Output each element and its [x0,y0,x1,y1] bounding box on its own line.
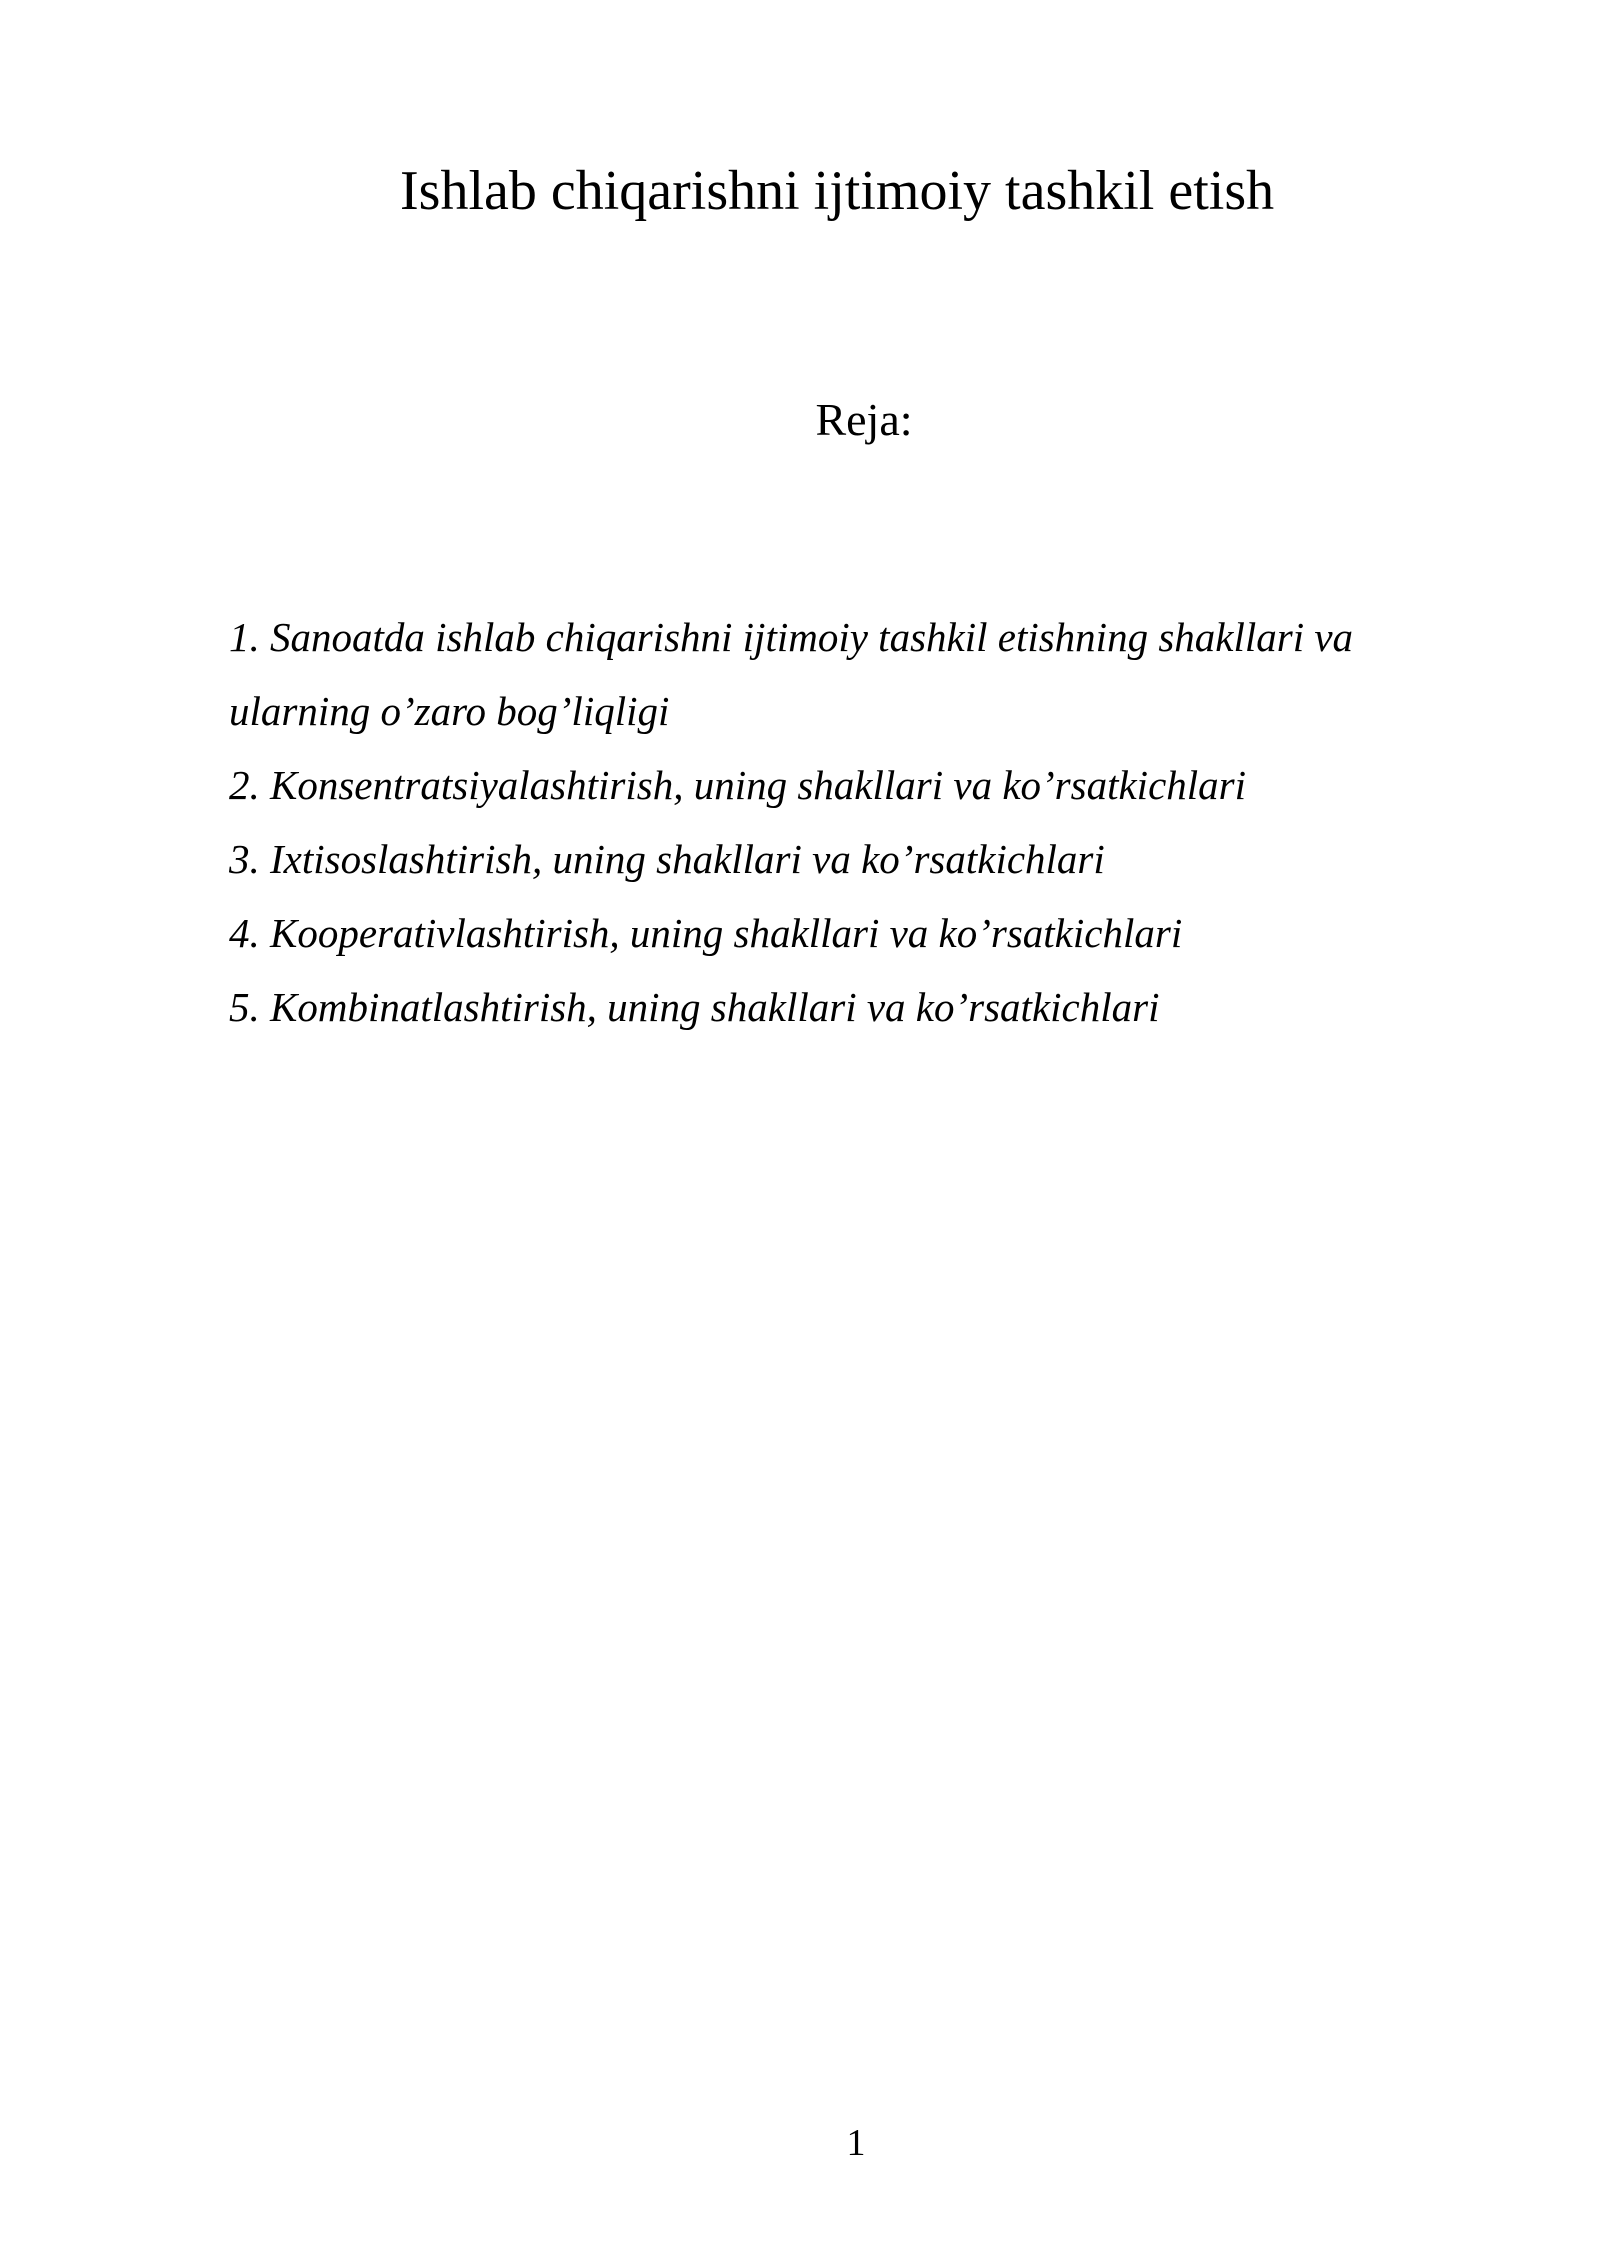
plan-item: 5. Kombinatlashtirish, uning shakllari va ko’rsatkichlari [229,984,1160,1030]
plan-heading: Reja: [815,394,913,445]
plan-item: ularning o’zaro bog’liqligi [229,688,670,734]
plan-item: 2. Konsentratsiyalashtirish, uning shakllari va ko’rsatkichlari [229,762,1247,808]
plan-list [229,600,1429,1044]
plan-item: 1. Sanoatda ishlab chiqarishni ijtimoiy tashkil etishning shakllari va [229,614,1354,660]
page-number: 1 [846,2122,866,2164]
plan-item: 3. Ixtisoslashtirish, uning shakllari va ko’rsatkichlari [229,836,1105,882]
document-title: Ishlab chiqarishni ijtimoiy tashkil etish [400,160,1275,222]
plan-item: 4. Kooperativlashtirish, uning shakllari va ko’rsatkichlari [229,910,1183,956]
